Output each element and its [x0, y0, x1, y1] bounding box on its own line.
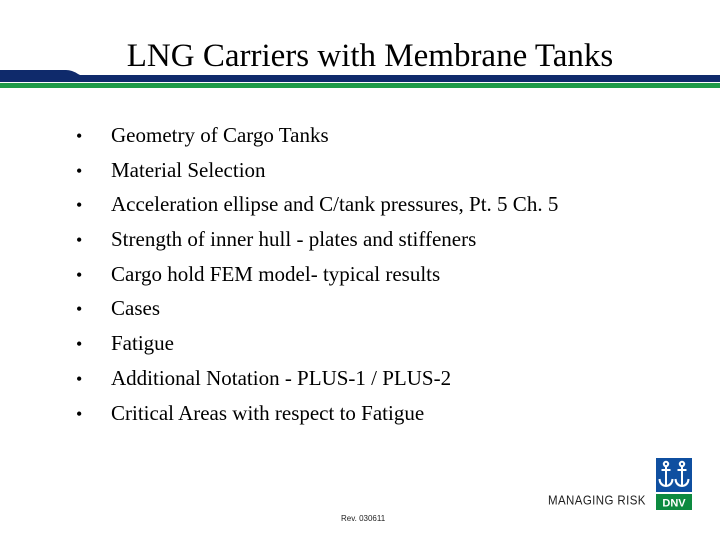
bullet-marker: •	[76, 334, 83, 355]
tagline: MANAGING RISK	[548, 494, 646, 508]
bullet-text: Cargo hold FEM model- typical results	[111, 261, 441, 286]
list-item	[76, 222, 558, 257]
bullet-text: Acceleration ellipse and C/tank pressures, Pt. 5 Ch. 5	[111, 192, 559, 217]
header-rule	[0, 70, 720, 90]
list-item	[76, 326, 558, 361]
list-item	[76, 396, 558, 431]
bullet-marker: •	[76, 368, 83, 389]
bullet-marker: •	[76, 126, 83, 146]
list-item	[76, 291, 558, 326]
list-item	[76, 187, 558, 222]
bullet-list	[76, 118, 558, 430]
bullet-marker: •	[76, 299, 83, 320]
slide-title: LNG Carriers with Membrane Tanks	[126, 38, 614, 74]
list-item	[76, 118, 558, 153]
list-item	[76, 153, 558, 188]
list-item	[76, 361, 558, 396]
bullet-text: Strength of inner hull - plates and stiffeners	[111, 227, 477, 252]
bullet-marker: •	[76, 230, 83, 251]
logo-top-panel	[656, 458, 692, 492]
list-item	[76, 257, 558, 292]
bullet-text: Cases	[111, 296, 160, 321]
header-rule-navy	[0, 70, 720, 82]
bullet-text: Geometry of Cargo Tanks	[111, 123, 329, 147]
bullet-text: Material Selection	[111, 157, 266, 182]
header-rule-green	[0, 83, 720, 88]
bullet-text: Additional Notation - PLUS-1 / PLUS-2	[111, 365, 452, 390]
bullet-text: Critical Areas with respect to Fatigue	[111, 400, 425, 425]
bullet-marker: •	[76, 160, 83, 181]
bullet-marker: •	[76, 403, 83, 424]
bullet-text: Fatigue	[111, 331, 174, 356]
revision-label: Rev. 030611	[341, 514, 386, 523]
bullet-marker: •	[76, 264, 83, 285]
bullet-marker: •	[76, 195, 83, 216]
dnv-logo	[656, 458, 692, 513]
logo-text: DNV	[662, 497, 686, 510]
